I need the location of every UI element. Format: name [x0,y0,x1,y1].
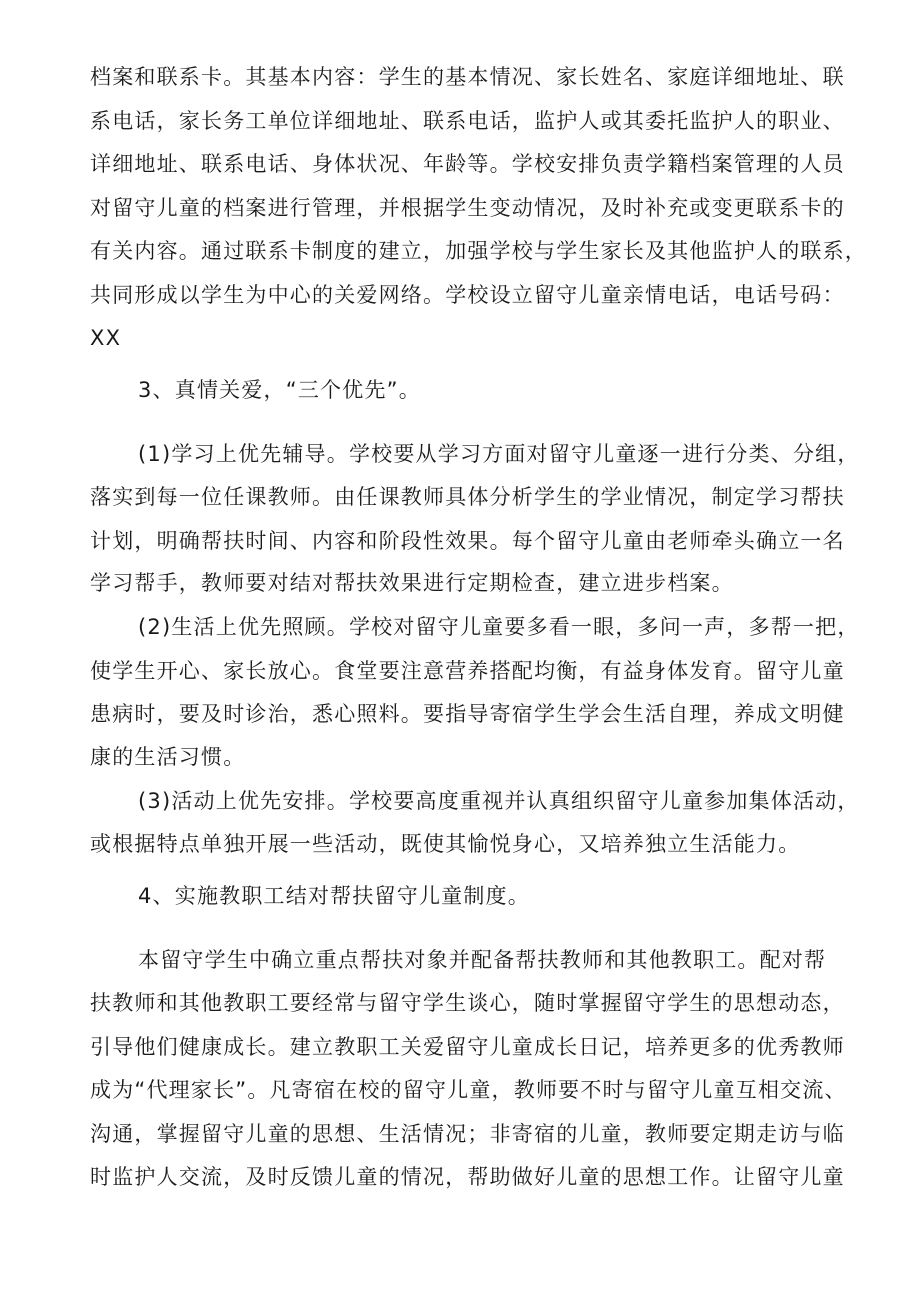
paragraph-line: 档案和联系卡。其基本内容：学生的基本情况、家长姓名、家庭详细地址、联 [90,65,845,89]
paragraph-line: 对留守儿童的档案进行管理，并根据学生变动情况，及时补充或变更联系卡的 [90,196,845,220]
paragraph-line: 康的生活习惯。 [90,745,246,769]
paragraph-line: 有关内容。通过联系卡制度的建立，加强学校与学生家长及其他监护人的联系， [90,239,867,263]
paragraph-line: 计划，明确帮扶时间、内容和阶段性效果。每个留守儿童由老师牵头确立一名 [90,529,845,553]
paragraph-line: 落实到每一位任课教师。由任课教师具体分析学生的学业情况，制定学习帮扶 [90,485,845,509]
paragraph-line: 扶教师和其他教职工要经常与留守学生谈心，随时掌握留守学生的思想动态， [90,991,845,1015]
paragraph-line: 或根据特点单独开展一些活动，既使其愉悦身心，又培养独立生活能力。 [90,832,801,856]
paragraph-line: 系电话，家长务工单位详细地址、联系电话，监护人或其委托监护人的职业、 [90,109,845,133]
paragraph-line: 沟通，掌握留守儿童的思想、生活情况；非寄宿的儿童，教师要定期走访与临 [90,1122,845,1146]
paragraph-line: 患病时，要及时诊治，悉心照料。要指导寄宿学生学会生活自理，养成文明健 [90,702,845,726]
paragraph-line: (1)学习上优先辅导。学校要从学习方面对留守儿童逐一进行分类、分组， [138,442,860,466]
paragraph-line: 时监护人交流，及时反馈儿童的情况，帮助做好儿童的思想工作。让留守儿童 [90,1165,845,1189]
paragraph-line: (2)生活上优先照顾。学校对留守儿童要多看一眼，多问一声，多帮一把， [138,615,860,639]
paragraph-line: 学习帮手，教师要对结对帮扶效果进行定期检查，建立进步档案。 [90,571,734,595]
paragraph-line: 本留守学生中确立重点帮扶对象并配备帮扶教师和其他教职工。配对帮 [138,948,827,972]
paragraph-line: 引导他们健康成长。建立教职工关爱留守儿童成长日记，培养更多的优秀教师 [90,1035,845,1059]
paragraph-line: XX [90,326,122,350]
paragraph-line: 详细地址、联系电话、身体状况、年龄等。学校安排负责学籍档案管理的人员 [90,152,845,176]
paragraph-line: 使学生开心、家长放心。食堂要注意营养搭配均衡，有益身体发育。留守儿童 [90,659,845,683]
section-heading-4: 4、实施教职工结对帮扶留守儿童制度。 [138,884,530,908]
paragraph-line: 成为“代理家长”。凡寄宿在校的留守儿童，教师要不时与留守儿童互相交流、 [90,1078,847,1102]
paragraph-line: 共同形成以学生为中心的关爱网络。学校设立留守儿童亲情电话，电话号码： [90,283,845,307]
section-heading-3: 3、真情关爱，“三个优先”。 [138,378,421,402]
paragraph-line: (3)活动上优先安排。学校要高度重视并认真组织留守儿童参加集体活动， [138,789,860,813]
